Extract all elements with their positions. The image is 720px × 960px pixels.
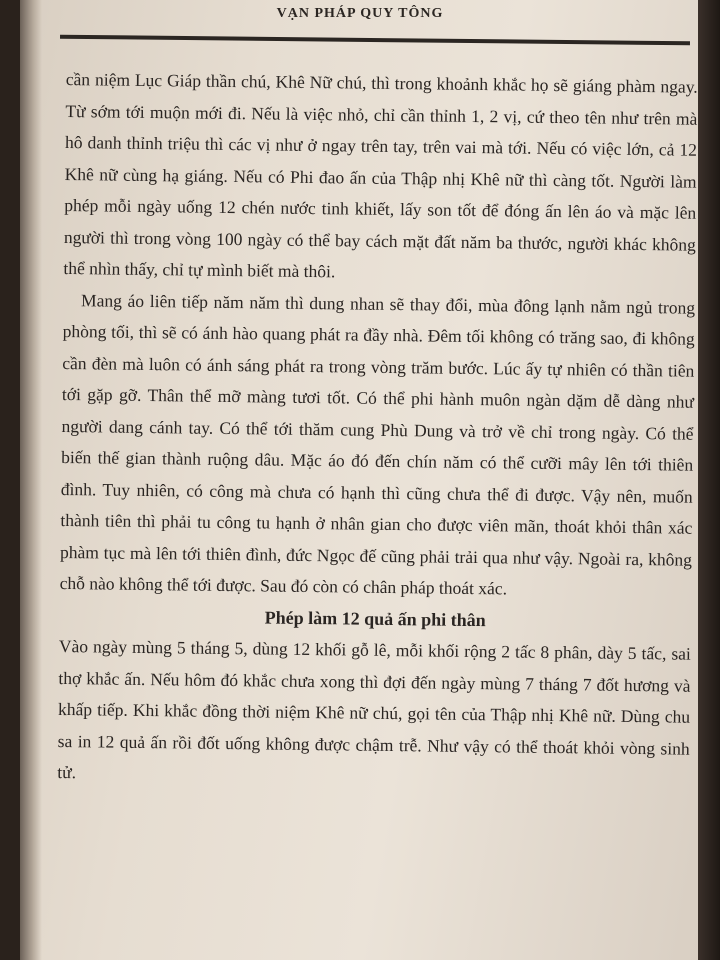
running-header: VẠN PHÁP QUY TÔNG <box>276 6 444 21</box>
paragraph-1: cần niệm Lục Giáp thần chú, Khê Nữ chú, thì trong khoảnh khắc họ sẽ giáng phàm ngay. Từ sớm tới muộn mới đi. Nếu là việc nhỏ, chỉ cần thỉnh 1, 2 vị, cứ theo tên như trên mà hô danh thỉnh triệu thì các vị như ở ngay trên tay, trên vai mà tới. Nếu có việc lớn, cả 12 Khê nữ cùng hạ giáng. Nếu có Phi đao ấn của Thập nhị Khê nữ thì càng tốt. Người làm phép mỗi ngày uống 12 chén nước tinh khiết, lấy son tốt để đóng ấn lên áo và mặc lên người thì trong vòng 100 ngày có thể bay cách mặt đất năm ba thước, người khác không thể nhìn thấy, chỉ tự mình biết mà thôi. <box>63 68 698 282</box>
book-page <box>20 0 698 960</box>
page-gutter-shadow <box>20 0 42 960</box>
paragraph-3: Vào ngày mùng 5 tháng 5, dùng 12 khối gỗ lê, mỗi khối rộng 2 tấc 8 phân, dày 5 tấc, sai thợ khắc ấn. Nếu hôm đó khắc chưa xong thì đợi đến ngày mùng 7 tháng 7 đốt hương và khấp tiếp. Khi khắc đồng thời niệm Khê nữ chú, gọi tên của Thập nhị Khê nữ. Dùng chu sa in 12 quả ấn rồi đốt uống không được chậm trễ. Như vậy có thể thoát khỏi vòng sinh tử. <box>57 635 691 783</box>
header-rule <box>60 35 690 46</box>
page-content <box>57 64 698 796</box>
paragraph-2: Mang áo liên tiếp năm năm thì dung nhan sẽ thay đổi, mùa đông lạnh nằm ngủ trong phòng tối, thì sẽ có ánh hào quang phát ra đầy nhà. Đêm tối không có trăng sao, đi không cần đèn mà luôn có ánh sáng phát ra trong vòng trăm bước. Lúc ấy tự nhiên có thần tiên tới gặp gỡ. Thân thể mỡ màng tươi tốt. Có thể phi hành muôn ngàn dặm dễ dàng như người dang cánh tay. Có thể tới thăm cung Phù Dung và trở về chỉ trong ngày. Có thể biến thế gian thành ruộng dâu. Mặc áo đó đến chín năm có thể cưỡi mây lên tới thiên đình. Tuy nhiên, có công mà chưa có hạnh thì cũng chưa thể đi được. Vậy nên, muốn thành tiên thì phải tu công tu hạnh ở nhân gian cho được viên mãn, thoát khỏi thân xác phàm tục mà lên tới thiên đình, đức Ngọc đế cũng phải trải qua như vậy. Ngoài ra, không chỗ nào không thể tới được. Sau đó còn có chân pháp thoát xác. <box>59 289 696 599</box>
background-edge <box>698 0 720 960</box>
section-title: Phép làm 12 quả ấn phi thân <box>264 606 486 630</box>
